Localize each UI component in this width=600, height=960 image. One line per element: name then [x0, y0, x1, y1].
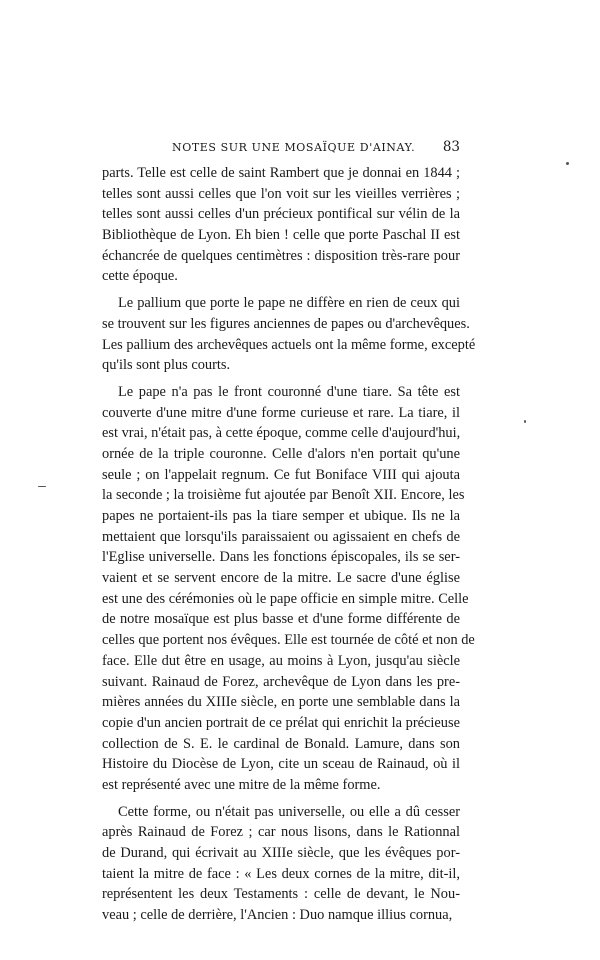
text-line: qu'ils sont plus courts.: [102, 357, 231, 374]
text-line: l'Eglise universelle. Dans les fonctions épiscopales, ils se ser-: [102, 549, 460, 566]
text-line: mières années du XIIIe siècle, en porte une semblable dans la: [102, 694, 460, 711]
text-line: mettaient que lorsqu'ils paraissaient ou agissaient en chefs de: [102, 528, 460, 545]
text-line: veau ; celle de derrière, l'Ancien : Duo namque illius cornua,: [102, 907, 453, 924]
text-line: celles que portent nos évêques. Elle est tournée de côté et non de: [102, 632, 475, 649]
text-line: de notre mosaïque est plus basse et d'une forme différente de: [102, 611, 460, 628]
text-line: Cette forme, ou n'était pas universelle, ou elle a dû cesser: [118, 803, 460, 820]
text-line: échancrée de quelques centimètres : disposition très-rare pour: [102, 247, 460, 264]
margin-speck: [524, 420, 526, 423]
text-line: seule ; on l'appelait regnum. Ce fut Boniface VIII qui ajouta: [102, 466, 460, 483]
text-line: Le pape n'a pas le front couronné d'une tiare. Sa tête est: [118, 383, 460, 400]
text-line: Bibliothèque de Lyon. Eh bien ! celle que porte Paschal II est: [102, 227, 460, 244]
text-line: couverte d'une mitre d'une forme curieuse et rare. La tiare, il: [102, 404, 460, 421]
text-line: après Rainaud de Forez ; car nous lisons, dans le Rationnal: [102, 824, 460, 841]
page-number: 83: [442, 139, 460, 155]
text-line: telles sont aussi celles que l'on voit sur les vieilles verrières ;: [102, 185, 460, 202]
text-line: collection de S. E. le cardinal de Bonald. Lamure, dans son: [102, 735, 460, 752]
text-line: Histoire du Diocèse de Lyon, cite un sceau de Rainaud, où il: [102, 756, 460, 773]
text-line: la seconde ; la troisième fut ajoutée par Benoît XII. Encore, les: [102, 487, 465, 504]
text-line: Le pallium que porte le pape ne diffère en rien de ceux qui: [118, 295, 460, 312]
paragraph: [102, 382, 475, 796]
body-text: [102, 163, 476, 926]
margin-speck: [38, 486, 46, 487]
paragraph: [102, 163, 460, 287]
text-line: parts. Telle est celle de saint Rambert que je donnai en 1844 ;: [102, 165, 460, 181]
text-line: est une des cérémonies où le pape officie en simple mitre. Celle: [102, 590, 469, 607]
text-line: est vrai, n'était pas, à cette époque, comme celle d'aujourd'hui,: [102, 425, 461, 442]
paragraph: [102, 802, 460, 926]
text-line: taient la mitre de face : « Les deux cornes de la mitre, dit-il,: [102, 865, 460, 882]
text-line: papes ne portaient-ils pas la tiare semper et ubique. Ils ne la: [102, 508, 460, 524]
running-title: NOTES SUR UNE MOSAÏQUE D'AINAY.: [172, 141, 416, 154]
text-line: cette époque.: [102, 268, 178, 285]
text-line: vaient et se servent encore de la mitre. Le sacre d'une église: [102, 570, 460, 587]
text-line: face. Elle dut être en usage, au moins à Lyon, jusqu'au siècle: [102, 652, 460, 669]
text-line: représentent les deux Testaments : celle de devant, le Nou-: [102, 886, 460, 903]
text-line: suivant. Rainaud de Forez, archevêque de Lyon dans les pre-: [102, 673, 460, 690]
text-line: se trouvent sur les figures anciennes de papes ou d'archevêques.: [102, 315, 470, 332]
page-header: [102, 141, 460, 161]
paragraph: [102, 293, 476, 376]
text-line: ornée de la triple couronne. Celle d'alors n'en portait qu'une: [102, 445, 460, 462]
text-line: est représenté avec une mitre de la même forme.: [102, 776, 381, 793]
text-line: de Durand, qui écrivait au XIIIe siècle, que les évêques por-: [102, 845, 460, 861]
text-line: copie d'un ancien portrait de ce prélat qui enrichit la précieuse: [102, 714, 460, 731]
margin-speck: [566, 162, 569, 165]
text-line: telles sont aussi celles d'un précieux pontifical sur vélin de la: [102, 206, 460, 223]
text-line: Les pallium des archevêques actuels ont la même forme, excepté: [102, 336, 476, 353]
